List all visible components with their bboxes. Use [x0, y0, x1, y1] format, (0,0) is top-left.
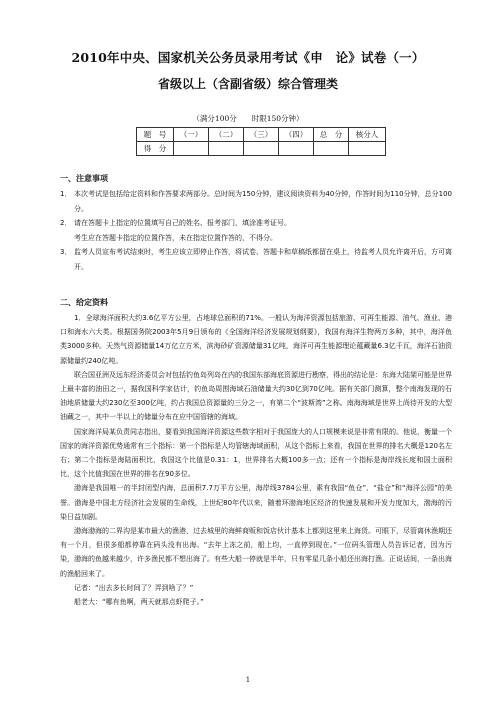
score-cell: [209, 142, 244, 156]
score-table-score-row: [137, 142, 386, 156]
score-cell: [279, 142, 314, 156]
exam-title: 2010年中央、国家机关公务员录用考试《申 论》试卷（一）: [71, 50, 425, 65]
material-paragraph: 1．全球海洋面积大约3.6亿平方公里，占地球总面积的71%。一般认为海洋资源包括旅游、可再生能源、油气、渔业、港口和海水六大类。根据国务院2003年5月9日颁布的《全国海洋经济发展规划纲要》，我国有海洋生物两万多种，其中，海洋鱼类3000多种。天然气资源储量14万亿立方米，滨海砂矿资源储量31亿吨，海洋可再生能源理论蕴藏量6.3亿千瓦，海洋石油资源储量约240亿吨。: [60, 314, 452, 365]
score-table-header-cell: 核分人: [349, 128, 386, 142]
section-heading-materials: 二、给定资料: [60, 297, 108, 307]
section-heading-notes: 一、注意事项: [60, 173, 108, 183]
score-table-header-cell: 总 分: [314, 128, 349, 142]
exam-subtitle: 省级以上（含副省级）综合管理类: [157, 77, 338, 91]
material-paragraph: 联合国亚洲及远东经济委员会对包括钓鱼岛列岛在内的我国东部海底资源进行勘察，得出的结论是：东海大陆架可能是世界上最丰富的油田之一，据我国科学家估计，钓鱼岛周围海域石油储量大约30亿到70亿吨。据有关部门测算，整个南海发现的石油地质储量大约230亿至300亿吨，约占我国总资源量的三分之一，有第二个“波斯湾”之称。南海海域是世界上尚待开发的大型油藏之一，其中一半以上的储量分布在应中国管辖的海域。: [60, 370, 452, 422]
material-paragraph: 国家海洋局某负责同志指出，要看到我国海洋资源这些数字相对于我国庞大的人口规模来说是非常有限的。他说，衡量一个国家的海洋资源优势通常有三个指标：第一个指标是人均管辖海域面积，从这个指标上来看，我国在世界的排名大概是120名左右；第二个指标是海陆面积比，我国这个比值是0.31：1，世界排名大概100多一点；还有一个指标是海岸线长度和国土面积比，这个比值我国在世界的排名在90多位。: [60, 427, 452, 479]
material-paragraph: 船老大：“哪有鱼啊，两天就那点虾爬子。”: [74, 598, 204, 607]
material-paragraph: 渤海是我国唯一的半封闭型内海，总面积7.7万平方公里，海岸线3784公里，素有我国“鱼仓”、“盐仓”和“海洋公园”的美誉。渤海是中国北方经济社会发展的生命线，上世纪80年代以来，随着环渤海地区经济的快速发展和开发力度加大，渤海的污染日益加剧。: [60, 484, 452, 521]
material-paragraph: 渤海渤海的二界沟是某市最大的渔港，过去城里的海鲜商贩和饭店伙计基本上都到这里来上海货。可眼下，尽管离休渔期还有一个月，但很多船都停靠在码头没有出海。“去年上冻之前，船上均，一直停到现在。”一位码头管理人员告诉记者，因为污染，渤海的鱼越来越少，许多渔民都不想出海了。有些大船一停就是半年，只有零星几条小船还出海打渔。正说话间，一条出海的渔船回来了。: [60, 527, 452, 578]
material-paragraph: 记者：“出去多长时间了？弄到啥了？”: [74, 583, 194, 592]
score-cell: [174, 142, 209, 156]
materials-body: [60, 311, 452, 609]
score-cell: [244, 142, 279, 156]
note-text: 请在答题卡上指定的位置填写自己的姓名、报考部门，填涂准考证号。: [74, 219, 291, 227]
note-text: 监考人员宣布考试结束时，考生应该立即停止作答，将试卷、答题卡和草稿纸都留在桌上，待监考人员允许离开后，方可离开。: [74, 248, 452, 271]
note-item: [60, 245, 452, 274]
notes-list: [60, 187, 452, 274]
score-table-header-cell: （二）: [209, 128, 244, 142]
score-cell: [314, 142, 349, 156]
page-number: 1: [245, 676, 251, 684]
score-table: [136, 127, 386, 156]
note-item: [60, 216, 452, 231]
score-table-header-row: [137, 128, 386, 142]
score-cell: [349, 142, 386, 156]
note-number: 3．: [60, 248, 72, 256]
note-text: 本次考试是包括给定资料和作答要求两部分。总时间为150分钟，建议阅读资料为40分钟，作答时间为110分钟，总分100分。: [74, 190, 452, 213]
note-subtext: 考生应在答题卡指定的位置作答，未在指定位置作答的，不得分。: [74, 233, 277, 242]
score-table-header-cell: （四）: [279, 128, 314, 142]
score-table-header-cell: （三）: [244, 128, 279, 142]
score-table-header-cell: 题 号: [137, 128, 174, 142]
score-table-header-cell: （一）: [174, 128, 209, 142]
note-number: 2．: [60, 219, 72, 227]
exam-info: （满分100分 时限150分钟）: [192, 114, 304, 123]
score-row-label: 得 分: [137, 142, 174, 156]
note-item: [60, 187, 452, 216]
note-number: 1．: [60, 190, 72, 198]
